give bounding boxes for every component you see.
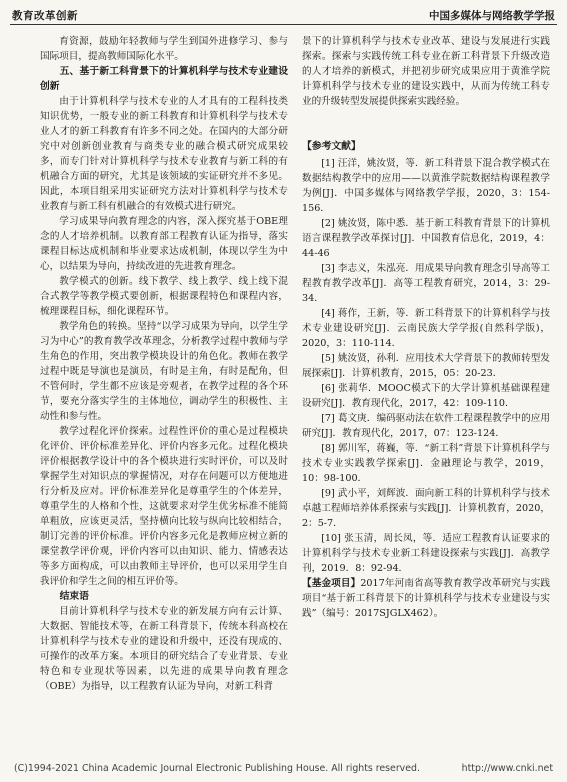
reference-item: [5] 姚汝贤，孙利．应用技术大学背景下的教师转型发展探索[J]．计算机教育，2015，05：20-23． [302,353,550,379]
reference-item: [6] 张莉华．MOOC模式下的大学计算机基础课程建设研究[J]．教育现代化，2017，42：109-110． [302,383,550,409]
right-column [302,34,550,621]
reference-item: [7] 葛文庚．编码驱动法在软件工程课程教学中的应用研究[J]．教育现代化，2017，07：123-124． [302,413,550,439]
reference-item: [9] 武小平，刘辉波．面向新工科的计算机科学与技术卓越工程师培养体系探索与实践[J]．计算机教育，2020，2：5-7． [302,488,550,529]
body-paragraph: 学习成果导向教育理念的内容，深入探究基于OBE理念的人才培养机制。以教育部工程教育认证为指导，落实课程目标达成机制和毕业要求达成机制，体现以学生为中心，以结果为导向，持续改进的先进教育理念。 [40,216,288,272]
intro-paragraph: 育资源，鼓励年轻教师与学生到国外进修学习、参与国际项目，提高教师国际化水平。 [40,36,288,62]
continued-paragraph: 景下的计算机科学与技术专业改革、建设与发展进行实践探索。探索与实践传统工科专业在新工科背景下升级改造的人才培养的新模式，并把初步研究成果应用于黄淮学院计算机科学与技术专业的建设实践中，从而为传统工科专业的升级转型发展提供探索实践经验。 [302,36,550,107]
reference-item: [1] 汪洋，姚汝贤，等．新工科背景下混合教学模式在数据结构教学中的应用——以黄淮学院数据结构课程教学为例[J]．中国多媒体与网络教学学报，2020，3：154-156． [302,158,550,214]
body-paragraph: 教学过程化评价探索。过程性评价的重心是过程模块化评价、评价标准差异化、评价内容多元化。过程化模块评价根据教学设计中的各个模块进行实时评价，可以及时掌握学生对知识点的掌握情况，对存在问题可以方便地进行分析及应对。评价标准差异化是尊重学生的个体差异，尊重学生的人格和个性，这就要求对学生优劣标准不能简单粗放，应该更灵活，坚持横向比较与纵向比较相结合，制订完善的评价标准。评价内容多元化是教师应树立新的课堂教学评价观，评价内容可以由知识、能力、情感表达等多方面构成，可以由教师主导评价，也可以采用学生自我评价和学生之间的相互评价等。 [40,426,288,587]
reference-item: [8] 郭川军，蒋巍，等．“新工科”背景下计算机科学与技术专业实践教学探索[J]．金融理论与教学，2019，10：98-100． [302,443,550,484]
body-paragraph: 目前计算机科学与技术专业的新发展方向有云计算、大数据、智能技术等，在新工科背景下，传统本科高校在计算机科学与技术专业的建设和升级中，还没有现成的、可操作的改革方案。本项目的研究结合了专业背景、专业特色和专业现状等因素，以先进的成果导向教育理念（OBE）为指导，以工程教育认证为导向，对新工科背 [40,606,288,692]
references-heading: 【参考文献】 [302,141,361,152]
copyright-text: (C)1994-2021 China Academic Journal Electronic Publishing House. All rights reserved. [14,763,420,774]
fund-text: 2017年河南省高等教育教学改革研究与实践项目“基于新工科背景下的计算机科学与技术专业建设与实践”（编号：2017SJGLX462）。 [302,578,550,619]
body-paragraph: 教学模式的创新。线下教学、线上教学、线上线下混合式教学等教学模式要创新，根据课程特色和课程内容，梳理课程目标，细化课程环节。 [40,276,288,317]
reference-item: [3] 李志义，朱泓亮．用成果导向教育理念引导高等工程教育教学改革[J]．高等工程教育研究，2014，3：29-34． [302,263,550,304]
page-footer [14,763,553,774]
fund-note [302,576,550,621]
reference-item: [10] 张玉清，周长凤，等．适应工程教育认证要求的计算机科学与技术专业新工科建设探索与实践[J]．高教学刊，2019．8：92-94． [302,533,550,574]
left-column [40,34,288,694]
conclusion-heading: 结束语 [59,591,89,602]
footer-url: http://www.cnki.net [461,763,553,774]
reference-item: [2] 姚汝贤，陈中悉．基于新工科教育背景下的计算机语言课程教学改革探讨[J]．中国教育信息化，2019，4：44-46 [302,218,550,259]
section-heading-5: 五、基于新工科背景下的计算机科学与技术专业建设创新 [40,66,288,92]
fund-label: 【基金项目】 [302,578,361,589]
section-label: 教育改革创新 [12,10,78,22]
journal-title: 中国多媒体与网络教学学报 [429,10,555,22]
reference-item: [4] 蒋作，王新，等．新工科背景下的计算机科学与技术专业建设研究[J]．云南民族大学学报(自然科学版)，2020，3：110-114． [302,308,550,349]
body-paragraph: 教学角色的转换。坚持“以学习成果为导向，以学生学习为中心”的教育教学改革理念，分析教学过程中教师与学生角色的作用，突出教学模块设计的角色化。教师在教学过程中既是导演也是演员，有时是主角，有时是配角，但不管何时，学生都不应该是旁观者，在教学过程的各个环节，要充分落实学生的主体地位，调动学生的积极性、主动性和参与性。 [40,321,288,422]
page-header [10,4,557,25]
body-paragraph: 由于计算机科学与技术专业的人才具有的工程科技类知识优势，一般专业的新工科教育和计算机科学与技术专业人才的新工科教育有许多不同之处。在国内的大部分研究中对创新创业教育与商类专业的融合模式研究成果较多，而专门针对计算机科学与技术专业教育与新工科的有机融合方面的研究，尤其是该领域的实证研究并不多见。因此，本项目组采用实证研究方法对计算机科学与技术专业教育与新工科有机融合的有效模式进行研究。 [40,96,288,212]
